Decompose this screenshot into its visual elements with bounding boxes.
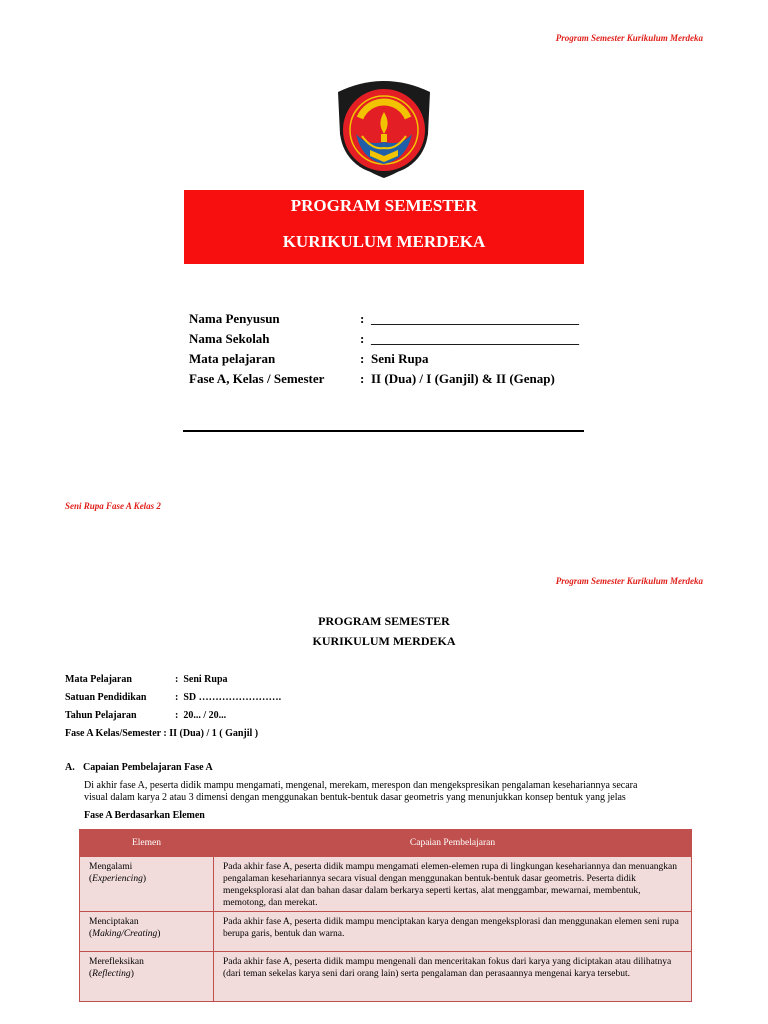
section-a-heading: A. Capaian Pembelajaran Fase A xyxy=(65,762,213,773)
table-row xyxy=(80,857,692,912)
identity-block xyxy=(189,309,579,389)
capaian-cell: Pada akhir fase A, peserta didik mampu mengamati elemen-elemen rupa di lingkungan kesehariannya dan menuangkan pengalaman kesehariannya secara visual dengan menggunakan bentuk-bentuk dasar geometris. Peserta didik mengeksplorasi alat dan bahan dasar dalam berkarya seperti kertas, alat menggambar, mewarnai, membentuk, memotong, dan merekat. xyxy=(214,857,692,912)
field-satuan-pendidikan: Satuan Pendidikan : SD ……………………. xyxy=(65,692,282,703)
title-line-2: KURIKULUM MERDEKA xyxy=(282,232,486,251)
table-header-row xyxy=(80,830,692,857)
subheading-elemen: Fase A Berdasarkan Elemen xyxy=(84,810,205,821)
field-nama-penyusun: Nama Penyusun : ________________________________ xyxy=(189,311,579,326)
section-a-paragraph: Di akhir fase A, peserta didik mampu mengamati, mengenal, merekam, merespon dan mengekspresikan pengalaman kesehariannya secara visual dalam karya 2 atau 3 dimensi dengan menggunakan bentuk-bentuk dasar geometris yang menunjukkan konsep bentuk yang jelas xyxy=(84,780,638,803)
divider-line xyxy=(183,430,584,432)
identity-block-2 xyxy=(65,671,281,743)
title-line-1: PROGRAM SEMESTER xyxy=(290,196,478,215)
page-header: Program Semester Kurikulum Merdeka xyxy=(555,33,703,43)
field-nama-sekolah: Nama Sekolah : ________________________________ xyxy=(189,331,579,346)
page-footer: Seni Rupa Fase A Kelas 2 xyxy=(65,501,161,511)
header-capaian: Capaian Pembelajaran xyxy=(214,830,692,857)
table-row xyxy=(80,912,692,952)
element-cell: Mengalami (Experiencing) xyxy=(80,857,214,912)
capaian-table xyxy=(79,829,692,1002)
field-mata-pelajaran-2: Mata Pelajaran : Seni Rupa xyxy=(65,674,228,685)
doc-title-line-2: KURIKULUM MERDEKA xyxy=(312,634,456,648)
tut-wuri-handayani-logo xyxy=(332,76,436,180)
element-cell: Menciptakan (Making/Creating) xyxy=(80,912,214,952)
field-fase-kelas-semester: Fase A, Kelas / Semester : II (Dua) / I (Ganjil) & II (Genap) xyxy=(189,371,555,386)
element-cell: Merefleksikan (Reflecting) xyxy=(80,952,214,1002)
page-header-2: Program Semester Kurikulum Merdeka xyxy=(555,576,703,586)
capaian-cell: Pada akhir fase A, peserta didik mampu mengenali dan menceritakan fokus dari karya yang diciptakan atau dilihatnya (dari teman sekelas karya seni dari orang lain) serta pengalaman dan perasaannya mengenai karya tersebut. xyxy=(214,952,692,1002)
table-row xyxy=(80,952,692,1002)
capaian-cell: Pada akhir fase A, peserta didik mampu menciptakan karya dengan mengeksplorasi dan menggunakan elemen seni rupa berupa garis, bentuk dan warna. xyxy=(214,912,692,952)
header-elemen: Elemen xyxy=(80,830,214,857)
field-tahun-pelajaran: Tahun Pelajaran : 20... / 20... xyxy=(65,710,227,721)
doc-title-line-1: PROGRAM SEMESTER xyxy=(318,614,450,628)
field-mata-pelajaran: Mata pelajaran : Seni Rupa xyxy=(189,351,429,366)
title-banner xyxy=(184,190,584,264)
field-fase-kelas-semester-2: Fase A Kelas/Semester : II (Dua) / 1 ( Ganjil ) xyxy=(65,728,259,739)
